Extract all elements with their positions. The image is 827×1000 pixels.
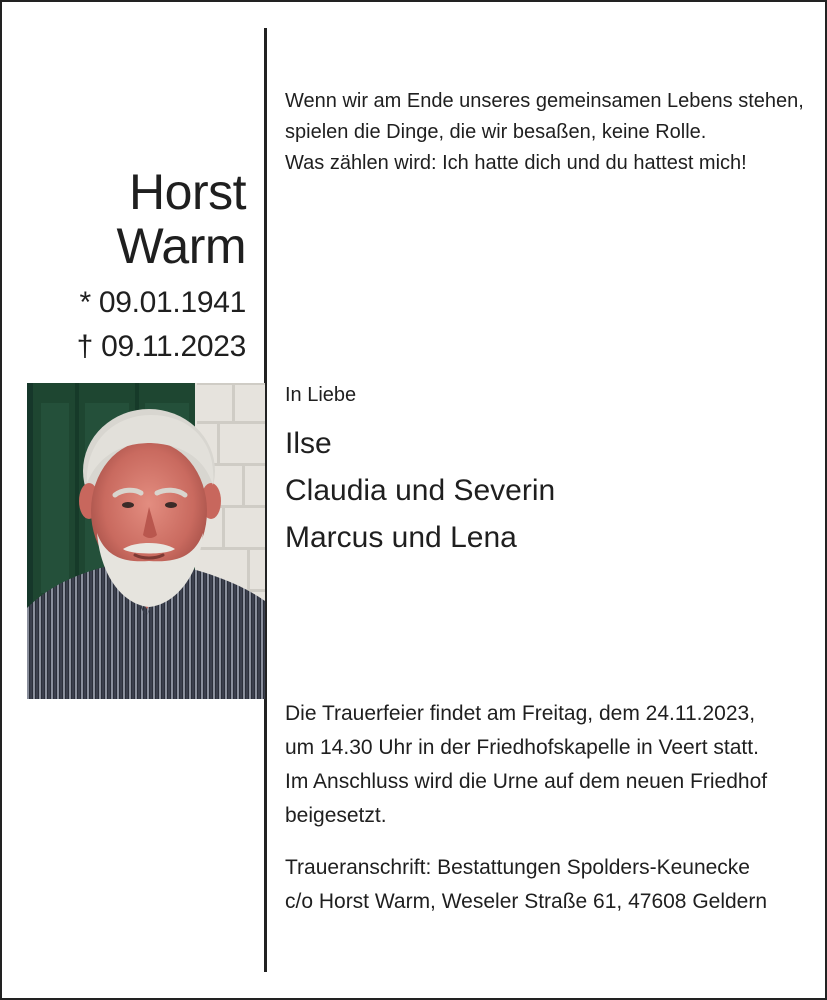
- mourner-name: Marcus und Lena: [285, 521, 517, 554]
- service-line: Im Anschluss wird die Urne auf dem neuen Friedhof: [285, 770, 768, 793]
- service-line: beigesetzt.: [285, 804, 387, 827]
- verse-line: Wenn wir am Ende unseres gemeinsamen Lebens stehen,: [285, 90, 804, 112]
- deceased-name-block: [77, 165, 246, 369]
- verse-line: Was zählen wird: Ich hatte dich und du hattest mich!: [285, 152, 747, 174]
- mourning-address: [285, 851, 805, 919]
- mourner-name: Claudia und Severin: [285, 474, 556, 507]
- funeral-service-info: [285, 697, 810, 833]
- memorial-verse: [285, 86, 805, 179]
- service-line: um 14.30 Uhr in der Friedhofskapelle in Veert statt.: [285, 736, 759, 759]
- first-name: Horst: [129, 164, 246, 220]
- last-name: Warm: [116, 218, 246, 274]
- death-date: † 09.11.2023: [76, 330, 246, 363]
- service-line: Die Trauerfeier findet am Freitag, dem 24.11.2023,: [285, 702, 756, 725]
- mourners-intro: In Liebe: [285, 384, 357, 406]
- verse-line: spielen die Dinge, die wir besaßen, keine Rolle.: [285, 121, 707, 143]
- mourners-list: [285, 420, 805, 561]
- mourner-name: Ilse: [285, 427, 332, 460]
- portrait-photo: [27, 383, 265, 699]
- address-line: Traueranschrift: Bestattungen Spolders-Keunecke: [285, 856, 750, 879]
- address-line: c/o Horst Warm, Weseler Straße 61, 47608 Geldern: [285, 890, 768, 913]
- birth-date: * 09.01.1941: [79, 286, 246, 319]
